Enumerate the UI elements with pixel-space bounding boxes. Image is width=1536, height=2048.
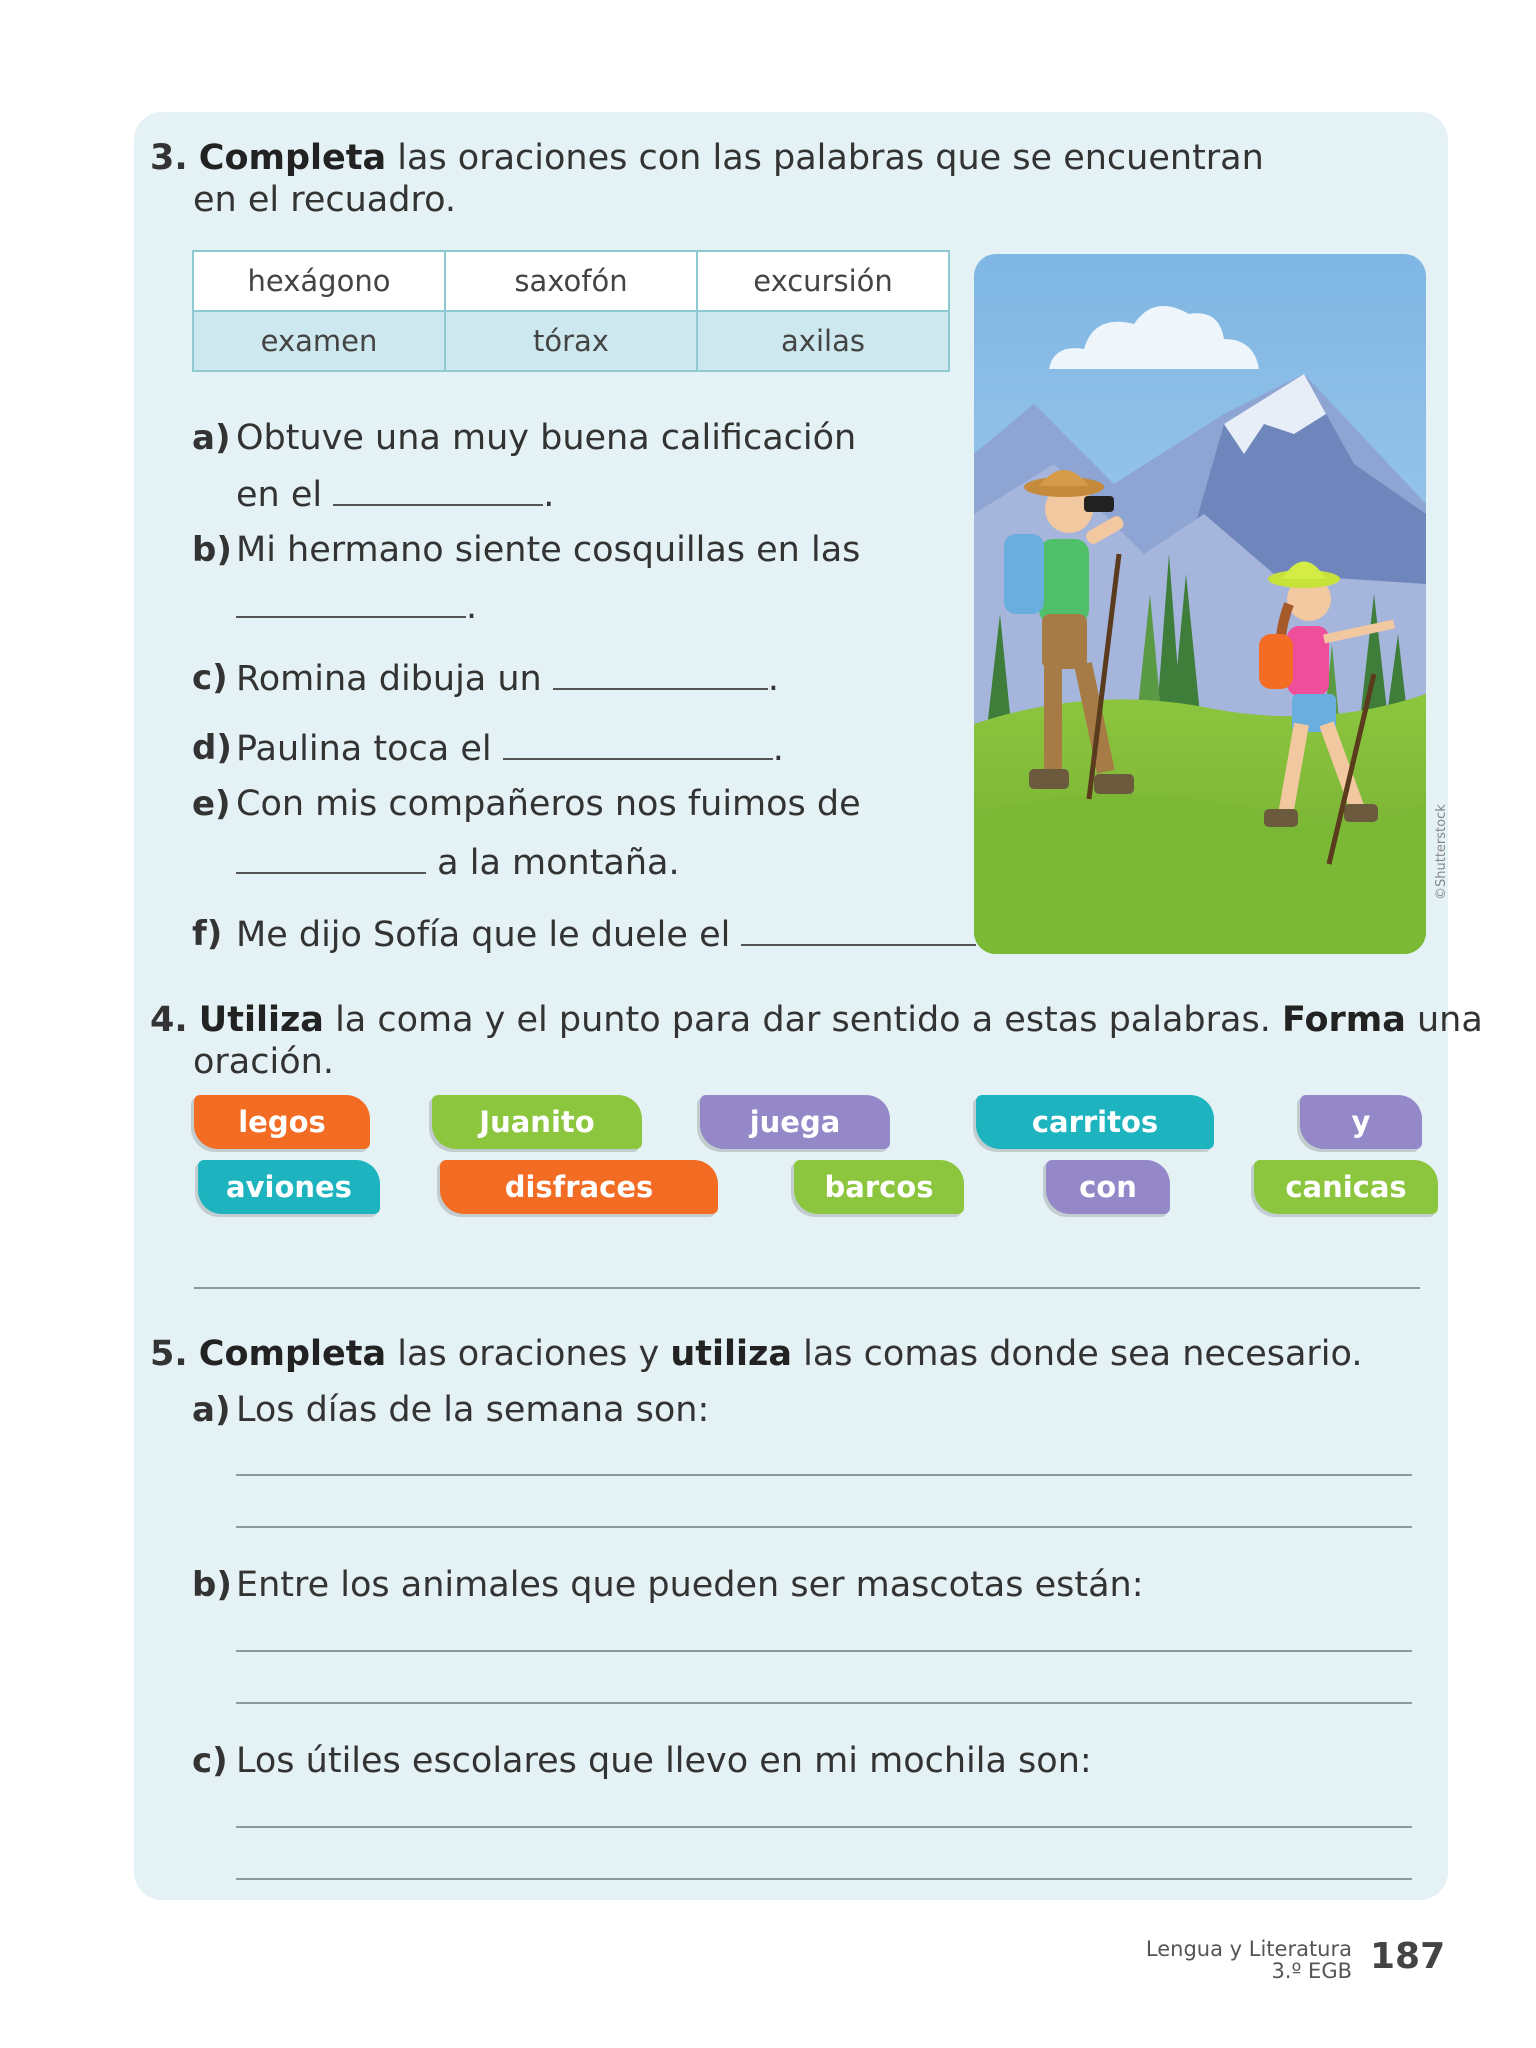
item-b-line2: . [236, 586, 477, 627]
item-c-label: c) [192, 658, 228, 698]
image-credit: ©Shutterstock [1434, 804, 1449, 900]
hikers-illustration [974, 254, 1426, 954]
q3-bold-verb: Completa [198, 138, 387, 178]
q5-item-a-text: Los días de la semana son: [236, 1390, 710, 1430]
writing-line[interactable] [236, 1878, 1412, 1880]
answer-blank[interactable] [236, 586, 466, 618]
word-tag[interactable]: carritos [976, 1095, 1214, 1149]
item-f-line: Me dijo Sofía que le duele el [236, 914, 988, 955]
answer-blank[interactable] [236, 842, 426, 874]
q3-number: 3. [150, 138, 188, 178]
q5-item-c-text: Los útiles escolares que llevo en mi mochila son: [236, 1741, 1092, 1781]
word-tag[interactable]: disfraces [440, 1160, 718, 1214]
writing-line[interactable] [236, 1826, 1412, 1828]
writing-line[interactable] [194, 1287, 1420, 1289]
word-box [192, 250, 950, 372]
writing-line[interactable] [236, 1650, 1412, 1652]
writing-line[interactable] [236, 1474, 1412, 1476]
word-tag[interactable]: canicas [1254, 1160, 1438, 1214]
word-tag[interactable]: juega [700, 1095, 890, 1149]
q3-heading [150, 138, 1264, 178]
item-d-line: Paulina toca el . [236, 729, 784, 769]
answer-blank[interactable] [503, 728, 773, 760]
q3-instruction: las oraciones con las palabras que se encuentran [386, 138, 1264, 178]
item-a-label: a) [192, 418, 231, 458]
word-cell: hexágono [193, 251, 445, 311]
footer-subject [1146, 1938, 1352, 1982]
item-a-text: Obtuve una muy buena calificación [236, 418, 857, 458]
q4-heading: 4. Utiliza la coma y el punto para dar sentido a estas palabras. Forma una [150, 1000, 1483, 1040]
word-cell: excursión [697, 251, 949, 311]
item-e-label: e) [192, 784, 231, 824]
word-tag[interactable]: legos [194, 1095, 370, 1149]
item-a-line2: en el . [236, 475, 555, 515]
q5-item-c-label: c) [192, 1741, 228, 1781]
word-tag[interactable]: con [1046, 1160, 1170, 1214]
q4-instruction-line2: oración. [193, 1042, 334, 1082]
word-tag[interactable]: aviones [198, 1160, 380, 1214]
answer-blank[interactable] [553, 658, 768, 690]
footer-grade: 3.º EGB [1271, 1959, 1352, 1983]
item-c-line: Romina dibuja un . [236, 659, 780, 699]
q5-item-b-label: b) [192, 1565, 232, 1605]
word-tag[interactable]: barcos [794, 1160, 964, 1214]
answer-blank[interactable] [741, 914, 976, 946]
page-number: 187 [1370, 1936, 1446, 1977]
item-f-label: f) [192, 914, 223, 954]
word-cell: tórax [445, 311, 697, 371]
item-e-line2: a la montaña. [236, 842, 680, 883]
word-cell: saxofón [445, 251, 697, 311]
word-tag[interactable]: y [1300, 1095, 1422, 1149]
answer-blank[interactable] [333, 474, 543, 506]
writing-line[interactable] [236, 1526, 1412, 1528]
q5-item-b-text: Entre los animales que pueden ser mascotas están: [236, 1565, 1144, 1605]
item-e-text: Con mis compañeros nos fuimos de [236, 784, 861, 824]
q5-heading: 5. Completa las oraciones y utiliza las comas donde sea necesario. [150, 1334, 1363, 1374]
footer-subject-name: Lengua y Literatura [1145, 1937, 1352, 1961]
writing-line[interactable] [236, 1702, 1412, 1704]
word-cell: axilas [697, 311, 949, 371]
item-d-label: d) [192, 728, 232, 768]
item-b-label: b) [192, 530, 232, 570]
word-tag[interactable]: Juanito [432, 1095, 642, 1149]
q3-instruction-line2: en el recuadro. [193, 180, 457, 220]
q5-item-a-label: a) [192, 1390, 231, 1430]
item-b-text: Mi hermano siente cosquillas en las [236, 530, 861, 570]
word-cell: examen [193, 311, 445, 371]
